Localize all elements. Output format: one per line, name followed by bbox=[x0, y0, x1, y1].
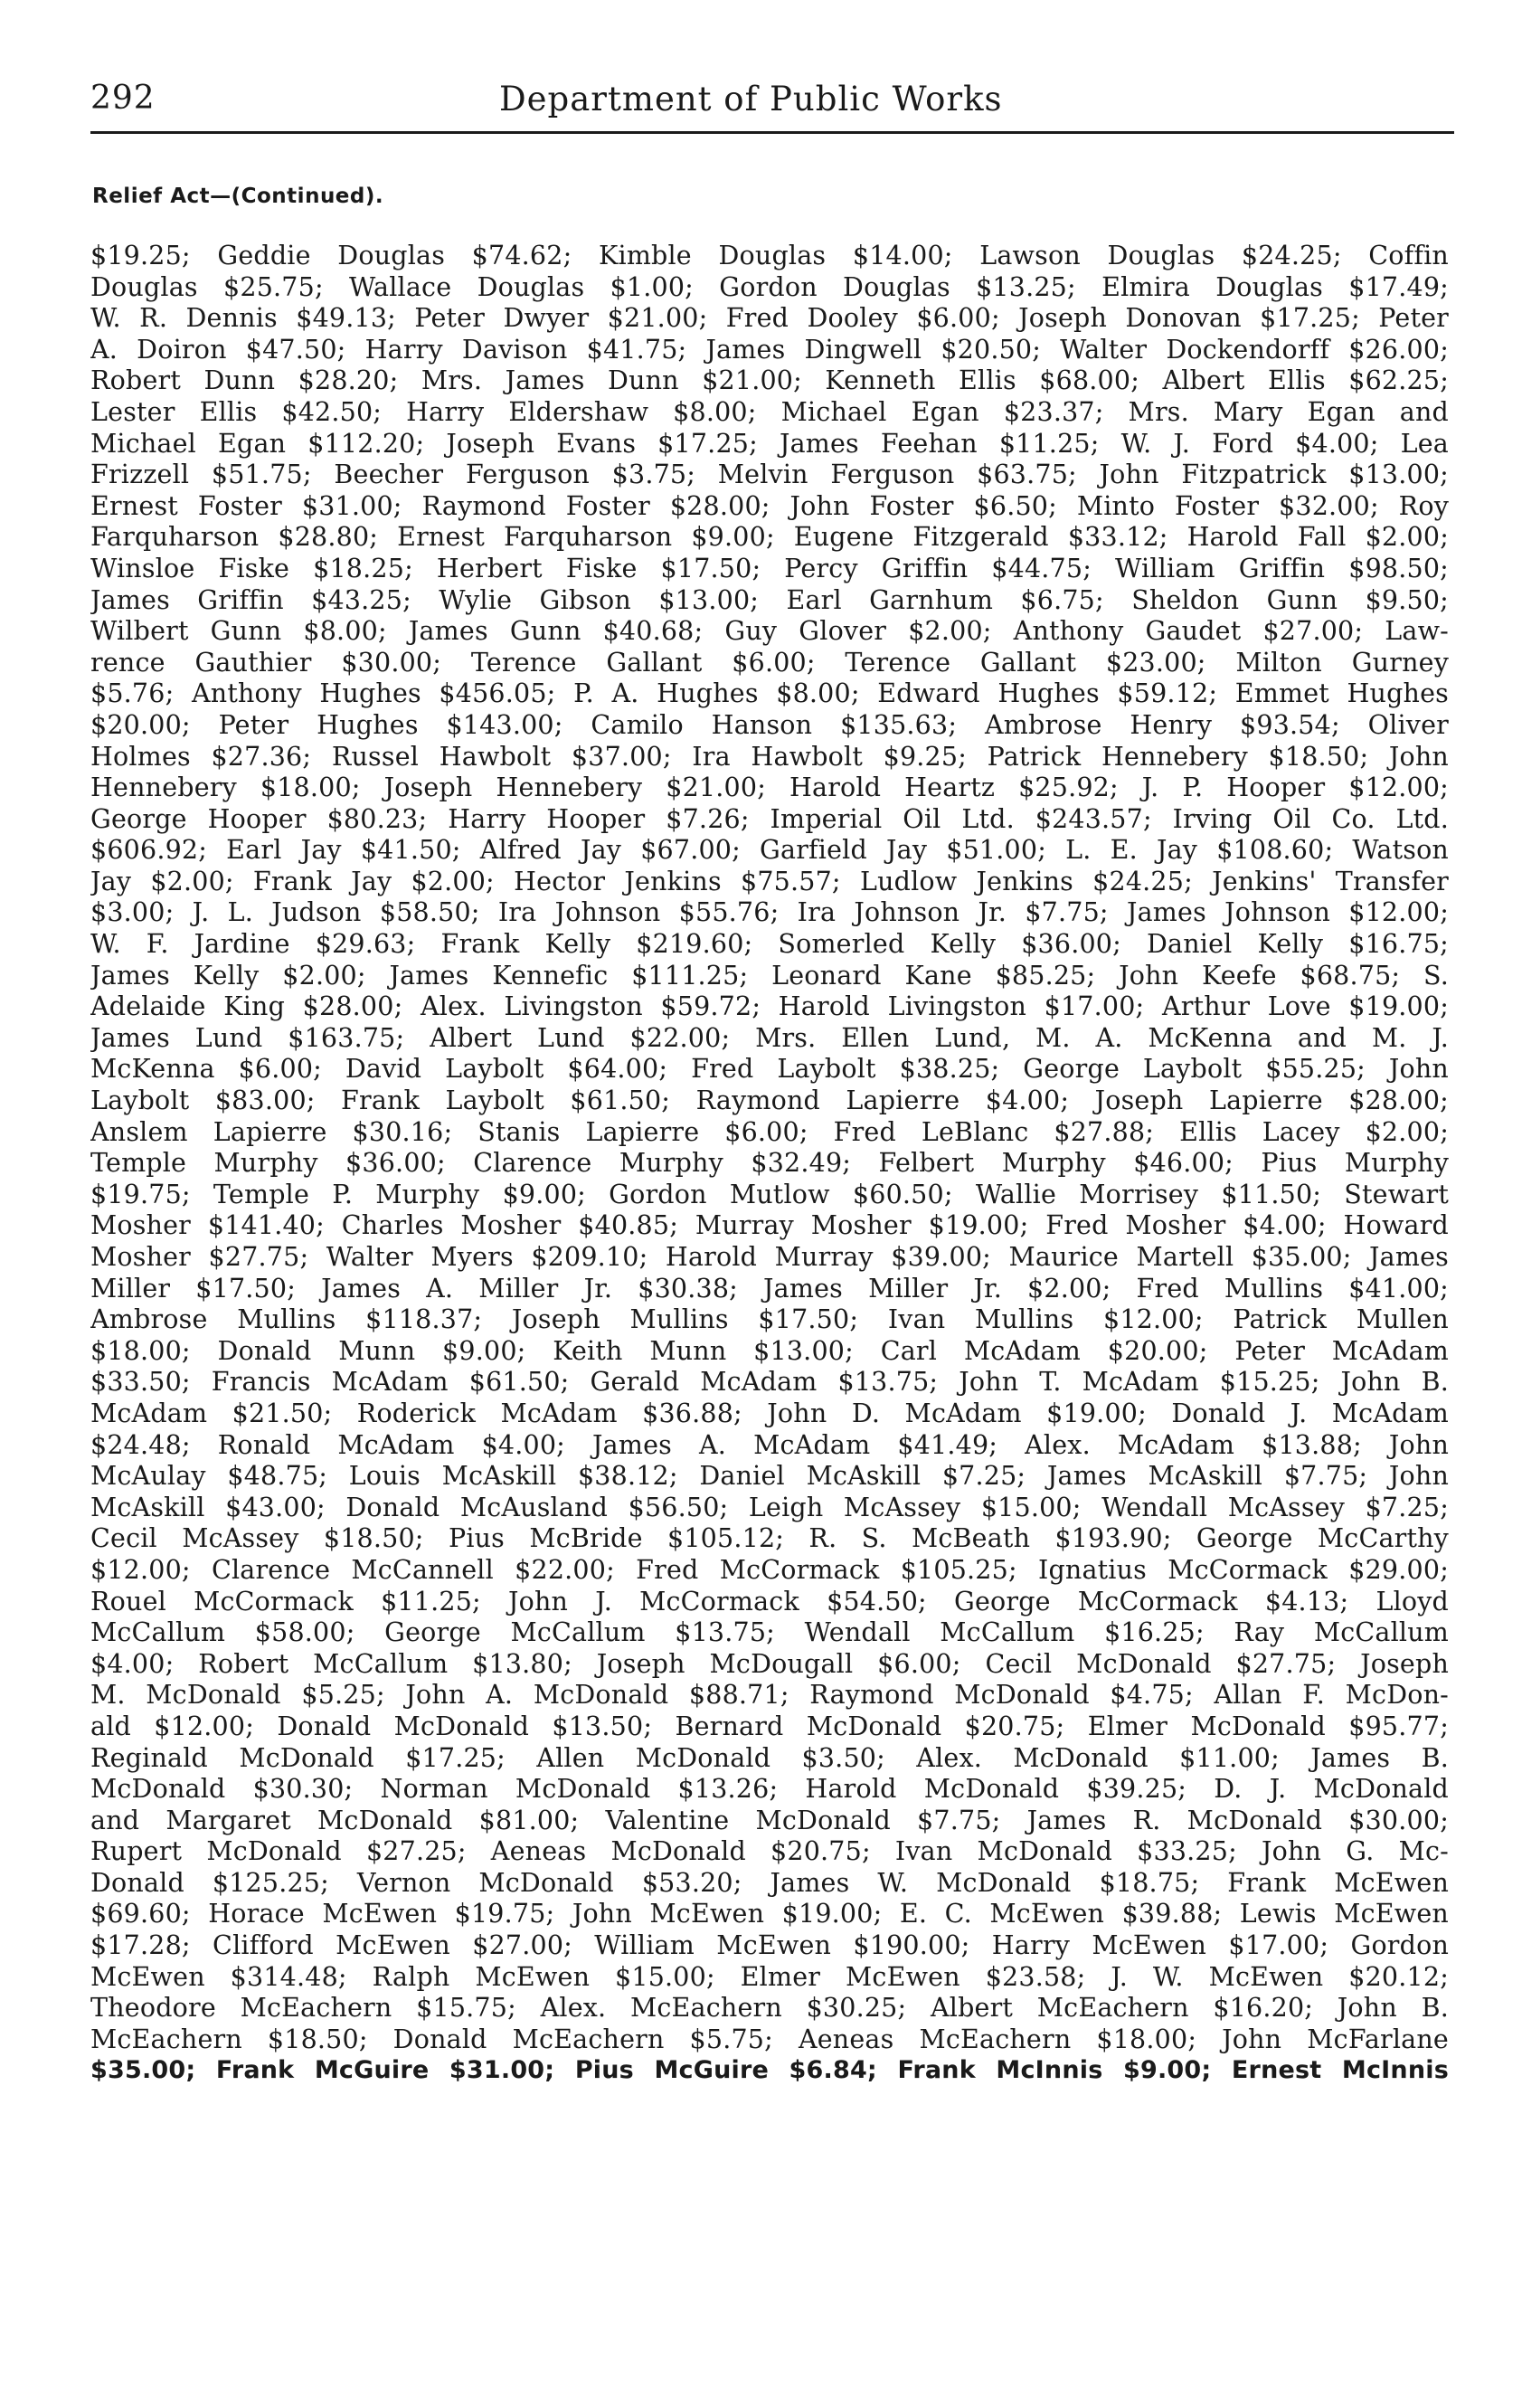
text-line: Mosher $27.75; Walter Myers $209.10; Harold Murray $39.00; Maurice Martell $35.00; James bbox=[90, 1242, 1449, 1272]
text-line: George Hooper $80.23; Harry Hooper $7.26; Imperial Oil Ltd. $243.57; Irving Oil Co. Ltd. bbox=[90, 803, 1449, 834]
text-line: Ambrose Mullins $118.37; Joseph Mullins $17.50; Ivan Mullins $12.00; Patrick Mullen bbox=[90, 1304, 1449, 1335]
text-line: McEachern $18.50; Donald McEachern $5.75; Aeneas McEachern $18.00; John McFarlane bbox=[90, 2024, 1449, 2054]
text-line: $24.48; Ronald McAdam $4.00; James A. McAdam $41.49; Alex. McAdam $13.88; John bbox=[90, 1429, 1449, 1460]
text-line: McAulay $48.75; Louis McAskill $38.12; Daniel McAskill $7.25; James McAskill $7.75; John bbox=[90, 1461, 1449, 1492]
page-number: 292 bbox=[90, 80, 156, 117]
text-line: $12.00; Clarence McCannell $22.00; Fred McCormack $105.25; Ignatius McCormack $29.00; bbox=[90, 1554, 1449, 1585]
text-line: Cecil McAssey $18.50; Pius McBride $105.12; R. S. McBeath $193.90; George McCarthy bbox=[90, 1523, 1449, 1554]
text-line: Rouel McCormack $11.25; John J. McCormack $54.50; George McCormack $4.13; Lloyd bbox=[90, 1586, 1449, 1616]
text-line: Winsloe Fiske $18.25; Herbert Fiske $17.50; Percy Griffin $44.75; William Griffin $98.50; bbox=[90, 553, 1449, 583]
text-line: Jay $2.00; Frank Jay $2.00; Hector Jenkins $75.57; Ludlow Jenkins $24.25; Jenkins' Transfer bbox=[90, 866, 1449, 896]
text-line: and Margaret McDonald $81.00; Valentine McDonald $7.75; James R. McDonald $30.00; bbox=[90, 1805, 1449, 1835]
text-line: McAdam $21.50; Roderick McAdam $36.88; John D. McAdam $19.00; Donald J. McAdam bbox=[90, 1398, 1449, 1428]
text-line: Ernest Foster $31.00; Raymond Foster $28.00; John Foster $6.50; Minto Foster $32.00; Roy bbox=[90, 490, 1449, 521]
text-line: M. McDonald $5.25; John A. McDonald $88.71; Raymond McDonald $4.75; Allan F. McDon- bbox=[90, 1680, 1449, 1711]
text-line: Theodore McEachern $15.75; Alex. McEachern $30.25; Albert McEachern $16.20; John B. bbox=[90, 1993, 1449, 2024]
text-line: Holmes $27.36; Russel Hawbolt $37.00; Ira Hawbolt $9.25; Patrick Hennebery $18.50; John bbox=[90, 741, 1449, 772]
text-line: Mosher $141.40; Charles Mosher $40.85; Murray Mosher $19.00; Fred Mosher $4.00; Howard bbox=[90, 1210, 1449, 1241]
header-rule bbox=[90, 131, 1454, 134]
text-line: Hennebery $18.00; Joseph Hennebery $21.00; Harold Heartz $25.92; J. P. Hooper $12.00; bbox=[90, 773, 1449, 803]
text-line: Miller $17.50; James A. Miller Jr. $30.38; James Miller Jr. $2.00; Fred Mullins $41.00; bbox=[90, 1273, 1449, 1304]
page-header bbox=[90, 76, 1447, 130]
text-line: Robert Dunn $28.20; Mrs. James Dunn $21.00; Kenneth Ellis $68.00; Albert Ellis $62.25; bbox=[90, 365, 1449, 396]
text-line: Rupert McDonald $27.25; Aeneas McDonald $20.75; Ivan McDonald $33.25; John G. Mc- bbox=[90, 1836, 1449, 1867]
text-line: Frizzell $51.75; Beecher Ferguson $3.75; Melvin Ferguson $63.75; John Fitzpatrick $13.00; bbox=[90, 460, 1449, 490]
text-line: Temple Murphy $36.00; Clarence Murphy $32.49; Felbert Murphy $46.00; Pius Murphy bbox=[90, 1148, 1449, 1179]
text-line: A. Doiron $47.50; Harry Davison $41.75; James Dingwell $20.50; Walter Dockendorff $26.00; bbox=[90, 334, 1449, 365]
text-line: Adelaide King $28.00; Alex. Livingston $59.72; Harold Livingston $17.00; Arthur Love $19.00; bbox=[90, 991, 1449, 1022]
text-line: Laybolt $83.00; Frank Laybolt $61.50; Raymond Lapierre $4.00; Joseph Lapierre $28.00; bbox=[90, 1085, 1449, 1116]
text-line: $18.00; Donald Munn $9.00; Keith Munn $13.00; Carl McAdam $20.00; Peter McAdam bbox=[90, 1335, 1449, 1366]
text-line: $33.50; Francis McAdam $61.50; Gerald McAdam $13.75; John T. McAdam $15.25; John B. bbox=[90, 1367, 1449, 1398]
text-line: $4.00; Robert McCallum $13.80; Joseph McDougall $6.00; Cecil McDonald $27.75; Joseph bbox=[90, 1648, 1449, 1679]
document-page bbox=[90, 0, 1447, 2408]
section-heading: Relief Act—(Continued). bbox=[92, 185, 384, 208]
text-line: W. R. Dennis $49.13; Peter Dwyer $21.00; Fred Dooley $6.00; Joseph Donovan $17.25; Peter bbox=[90, 303, 1449, 334]
text-line: Douglas $25.75; Wallace Douglas $1.00; Gordon Douglas $13.25; Elmira Douglas $17.49; bbox=[90, 271, 1449, 302]
running-title: Department of Public Works bbox=[499, 80, 1003, 119]
text-line: $19.75; Temple P. Murphy $9.00; Gordon Mutlow $60.50; Wallie Morrisey $11.50; Stewart bbox=[90, 1179, 1449, 1209]
text-line: ald $12.00; Donald McDonald $13.50; Bernard McDonald $20.75; Elmer McDonald $95.77; bbox=[90, 1711, 1449, 1741]
text-line: Reginald McDonald $17.25; Allen McDonald $3.50; Alex. McDonald $11.00; James B. bbox=[90, 1742, 1449, 1773]
text-line: $5.76; Anthony Hughes $456.05; P. A. Hughes $8.00; Edward Hughes $59.12; Emmet Hughes bbox=[90, 678, 1449, 709]
text-line: Farquharson $28.80; Ernest Farquharson $9.00; Eugene Fitzgerald $33.12; Harold Fall $2.00; bbox=[90, 522, 1449, 553]
text-line: McEwen $314.48; Ralph McEwen $15.00; Elmer McEwen $23.58; J. W. McEwen $20.12; bbox=[90, 1961, 1449, 1992]
text-line-bold: $35.00; Frank McGuire $31.00; Pius McGuire $6.84; Frank McInnis $9.00; Ernest McInnis bbox=[90, 2056, 1449, 2085]
text-line: McKenna $6.00; David Laybolt $64.00; Fred Laybolt $38.25; George Laybolt $55.25; John bbox=[90, 1054, 1449, 1085]
text-line: Michael Egan $112.20; Joseph Evans $17.25; James Feehan $11.25; W. J. Ford $4.00; Lea bbox=[90, 428, 1449, 459]
text-line: James Lund $163.75; Albert Lund $22.00; Mrs. Ellen Lund, M. A. McKenna and M. J. bbox=[90, 1022, 1449, 1053]
text-line: $606.92; Earl Jay $41.50; Alfred Jay $67.00; Garfield Jay $51.00; L. E. Jay $108.60; Watson bbox=[90, 835, 1449, 866]
text-line: McCallum $58.00; George McCallum $13.75; Wendall McCallum $16.25; Ray McCallum bbox=[90, 1617, 1449, 1648]
text-line: Anslem Lapierre $30.16; Stanis Lapierre $6.00; Fred LeBlanc $27.88; Ellis Lacey $2.00; bbox=[90, 1116, 1449, 1147]
text-line: $69.60; Horace McEwen $19.75; John McEwen $19.00; E. C. McEwen $39.88; Lewis McEwen bbox=[90, 1899, 1449, 1929]
text-line: Wilbert Gunn $8.00; James Gunn $40.68; Guy Glover $2.00; Anthony Gaudet $27.00; Law- bbox=[90, 616, 1449, 647]
text-line: Lester Ellis $42.50; Harry Eldershaw $8.00; Michael Egan $23.37; Mrs. Mary Egan and bbox=[90, 396, 1449, 427]
body-text bbox=[90, 241, 1449, 2087]
text-line: $20.00; Peter Hughes $143.00; Camilo Hanson $135.63; Ambrose Henry $93.54; Oliver bbox=[90, 709, 1449, 740]
text-line: Donald $125.25; Vernon McDonald $53.20; James W. McDonald $18.75; Frank McEwen bbox=[90, 1867, 1449, 1898]
text-line: McAskill $43.00; Donald McAusland $56.50; Leigh McAssey $15.00; Wendall McAssey $7.25; bbox=[90, 1492, 1449, 1522]
text-line: James Kelly $2.00; James Kennefic $111.25; Leonard Kane $85.25; John Keefe $68.75; S. bbox=[90, 960, 1449, 991]
text-line: $17.28; Clifford McEwen $27.00; William McEwen $190.00; Harry McEwen $17.00; Gordon bbox=[90, 1930, 1449, 1961]
text-line: $3.00; J. L. Judson $58.50; Ira Johnson $55.76; Ira Johnson Jr. $7.75; James Johnson $12.00; bbox=[90, 897, 1449, 928]
text-line: $19.25; Geddie Douglas $74.62; Kimble Douglas $14.00; Lawson Douglas $24.25; Coffin bbox=[90, 241, 1449, 270]
text-line: W. F. Jardine $29.63; Frank Kelly $219.60; Somerled Kelly $36.00; Daniel Kelly $16.75; bbox=[90, 929, 1449, 960]
text-line: McDonald $30.30; Norman McDonald $13.26; Harold McDonald $39.25; D. J. McDonald bbox=[90, 1774, 1449, 1805]
text-line: James Griffin $43.25; Wylie Gibson $13.00; Earl Garnhum $6.75; Sheldon Gunn $9.50; bbox=[90, 584, 1449, 615]
text-line: rence Gauthier $30.00; Terence Gallant $6.00; Terence Gallant $23.00; Milton Gurney bbox=[90, 647, 1449, 678]
